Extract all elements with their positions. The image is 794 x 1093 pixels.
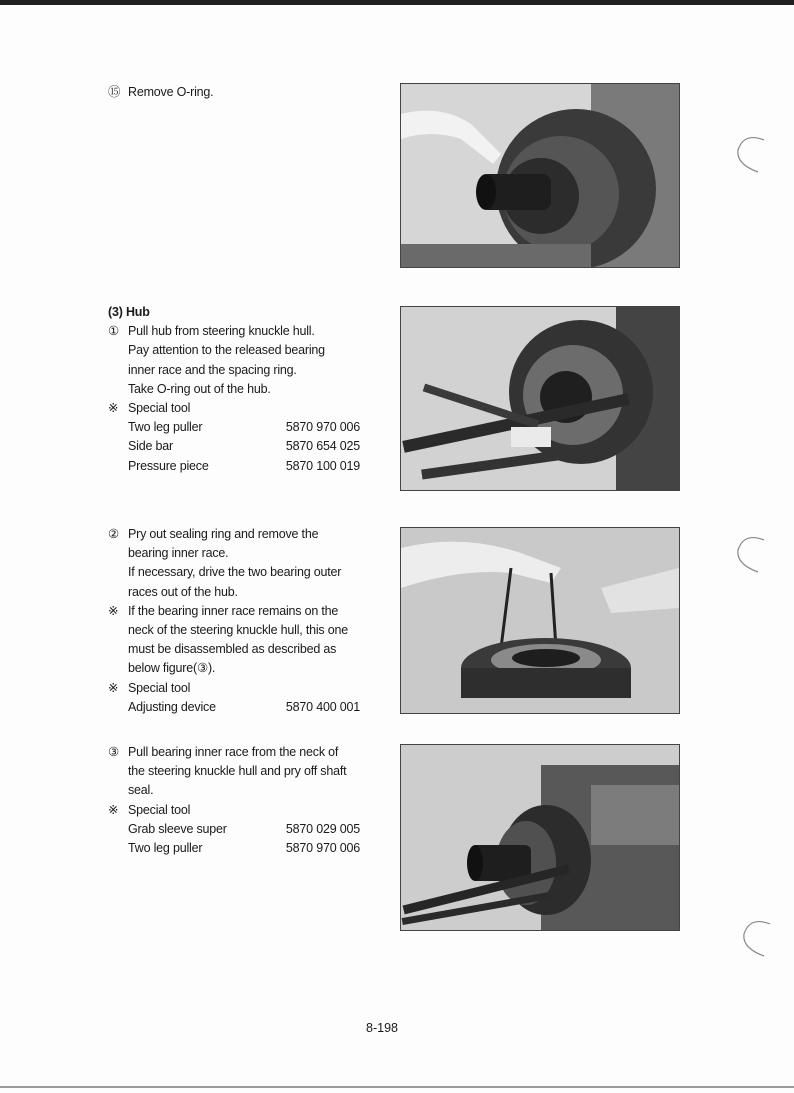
tool-code: 5870 970 006 (285, 420, 360, 435)
tool-code: 5870 654 025 (285, 439, 360, 454)
step-line: races out of the hub. (128, 584, 238, 599)
step-line: bearing inner race. (128, 546, 229, 561)
step-line (108, 341, 364, 360)
step-number: ③ (108, 745, 120, 759)
note-mark: ※ (108, 400, 119, 415)
step-line (108, 743, 364, 762)
step-15 (108, 83, 213, 102)
tool-name: Two leg puller (128, 840, 203, 855)
hub-step-3 (108, 743, 364, 858)
hub-step-2 (108, 525, 364, 717)
step-line: seal. (128, 783, 154, 798)
tool-name: Adjusting device (128, 699, 216, 714)
step-line: Pull hub from steering knuckle hull. (128, 324, 315, 339)
tool-code: 5870 970 006 (285, 840, 360, 855)
step-line: Take O-ring out of the hub. (128, 381, 271, 396)
pry-sealing-ring-photo (400, 527, 680, 714)
punch-hole-icon (740, 918, 774, 958)
tool-code: 5870 100 019 (285, 458, 360, 473)
note-text: Special tool (128, 680, 191, 695)
tool-row (108, 418, 364, 437)
step-number: ① (108, 324, 120, 339)
warning-line: If the bearing inner race remains on the (128, 603, 339, 618)
warning-line: below figure(③). (128, 661, 216, 676)
note-text: Special tool (128, 400, 191, 415)
page-number: 8-198 (366, 1021, 398, 1035)
tool-row (108, 437, 364, 456)
tool-name: Two leg puller (128, 420, 203, 435)
tool-name: Side bar (128, 439, 173, 454)
step-number: ⑮ (108, 85, 121, 99)
warning-mark: ※ (108, 603, 119, 618)
pull-hub-photo (400, 306, 680, 491)
tool-row (108, 820, 364, 839)
tool-name: Pressure piece (128, 458, 209, 473)
note-mark: ※ (108, 680, 119, 695)
note-mark: ※ (108, 802, 119, 817)
warning-line: neck of the steering knuckle hull, this one (128, 622, 349, 637)
warning-line: must be disassembled as described as (128, 642, 337, 657)
step-text: Remove O-ring. (128, 85, 214, 99)
step-line: inner race and the spacing ring. (128, 362, 297, 377)
remove-o-ring-photo (400, 83, 680, 268)
step-line-text: Pull bearing inner race from the neck of (128, 745, 339, 759)
bottom-rule (0, 1086, 794, 1088)
tool-row (108, 839, 364, 858)
step-line-text: Pay attention to the released bearing (128, 343, 325, 358)
step-line: the steering knuckle hull and pry off shaft (128, 764, 347, 779)
tool-name: Grab sleeve super (128, 821, 227, 836)
step-line (108, 525, 364, 544)
tool-row (108, 698, 364, 717)
step-number: ② (108, 527, 120, 541)
note-text: Special tool (128, 802, 191, 817)
tool-code: 5870 029 005 (285, 821, 360, 836)
pull-bearing-race-photo (400, 744, 680, 931)
step-line: If necessary, drive the two bearing outer (128, 565, 342, 580)
hub-section (108, 303, 364, 476)
tool-code: 5870 400 001 (285, 699, 360, 714)
punch-hole-icon (734, 534, 768, 574)
tool-row (108, 457, 364, 476)
section-heading: (3) Hub (108, 305, 150, 319)
top-border (0, 0, 794, 5)
step-line-text: Pry out sealing ring and remove the (128, 527, 319, 541)
punch-hole-icon (734, 134, 768, 174)
